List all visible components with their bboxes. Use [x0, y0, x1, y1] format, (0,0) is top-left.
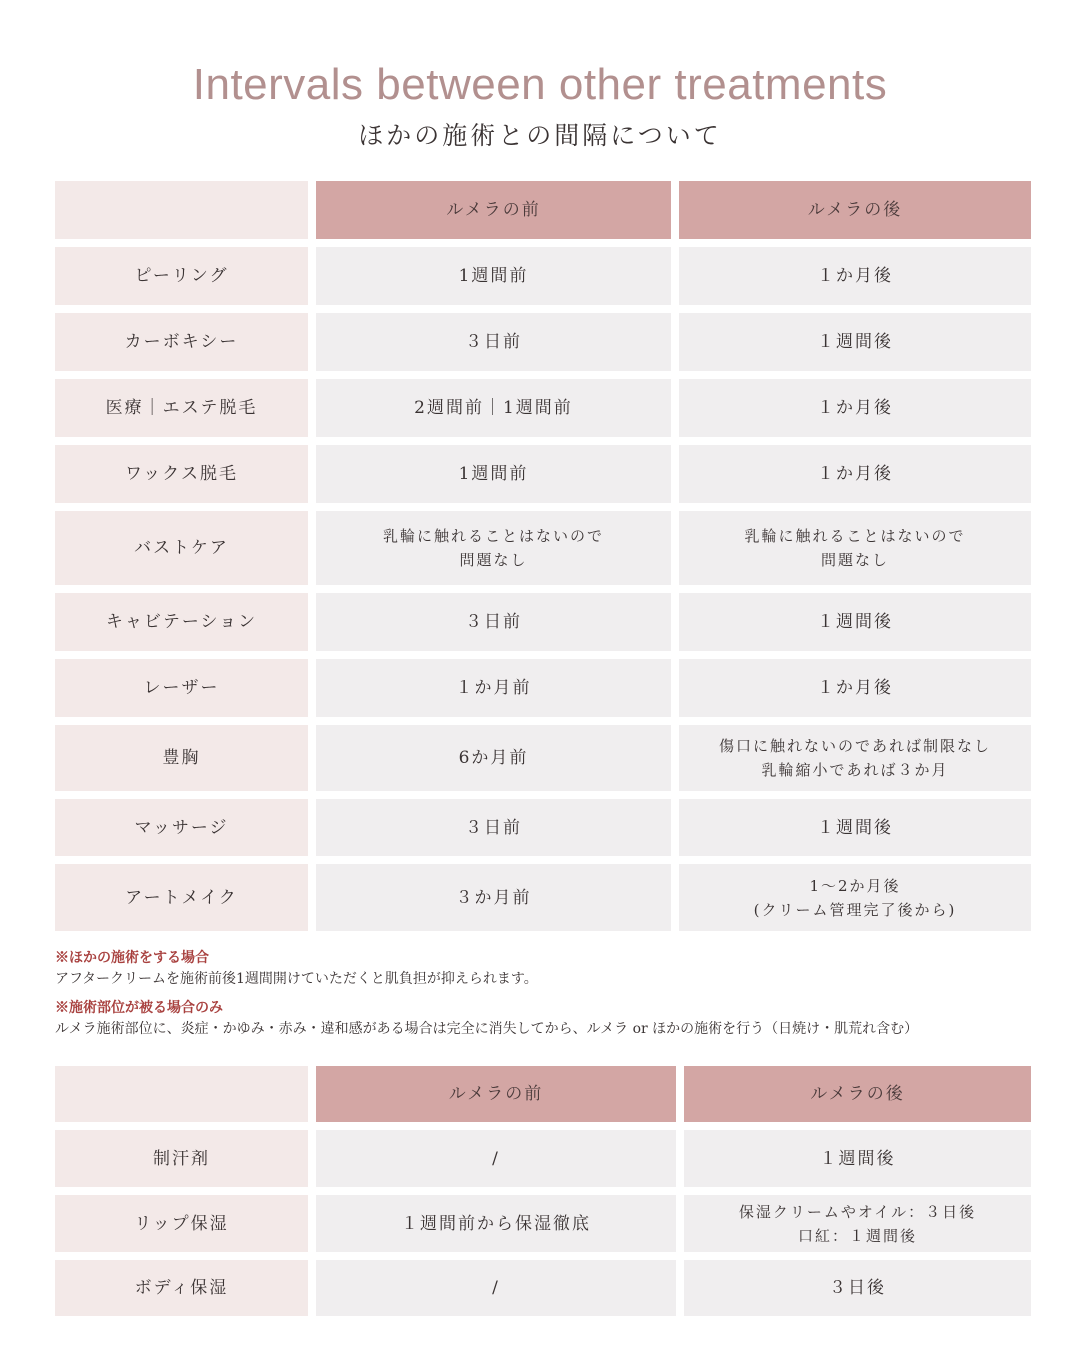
table-row [55, 247, 1031, 305]
before-cell: / [316, 1260, 676, 1316]
row-label: キャビテーション [55, 593, 308, 651]
after-cell: １か月後 [679, 247, 1031, 305]
table-row [55, 659, 1031, 717]
table-row [55, 511, 1031, 585]
table-row [55, 864, 1031, 931]
after-cell: ３日後 [684, 1260, 1031, 1316]
table-row [55, 445, 1031, 503]
notes [55, 948, 1045, 1048]
after-cell: 保湿クリームやオイル：３日後 口紅：１週間後 [684, 1195, 1031, 1252]
row-label: ワックス脱毛 [55, 445, 308, 503]
before-cell: ３日前 [316, 799, 671, 856]
after-cell: 1〜2か月後 (クリーム管理完了後から) [679, 864, 1031, 931]
table-row [55, 1260, 1031, 1316]
page-title-english: Intervals between other treatments [192, 60, 888, 109]
before-cell: ３日前 [316, 593, 671, 651]
table-header-row [55, 1066, 1031, 1122]
after-cell: １週間後 [684, 1130, 1031, 1187]
row-label: ボディ保湿 [55, 1260, 308, 1316]
header-before: ルメラの前 [316, 181, 671, 239]
before-cell: １か月前 [316, 659, 671, 717]
before-cell: 1週間前 [316, 445, 671, 503]
after-cell: １週間後 [679, 593, 1031, 651]
after-cell: １か月後 [679, 379, 1031, 437]
before-cell: 1週間前 [316, 247, 671, 305]
header-after: ルメラの後 [684, 1066, 1031, 1122]
table-header-row [55, 181, 1031, 239]
row-label: カーボキシー [55, 313, 308, 371]
table-row [55, 379, 1031, 437]
care-interval-table [55, 1066, 1031, 1324]
after-cell: １か月後 [679, 445, 1031, 503]
header-blank [55, 1066, 308, 1122]
row-label: 制汗剤 [55, 1130, 308, 1187]
note-body: アフタークリームを施術前後1週間開けていただくと肌負担が抑えられます。 [55, 971, 538, 987]
after-cell: 乳輪に触れることはないので 問題なし [679, 511, 1031, 585]
header-before: ルメラの前 [316, 1066, 676, 1122]
after-cell: 傷口に触れないのであれば制限なし 乳輪縮小であれば３か月 [679, 725, 1031, 791]
before-cell: ３日前 [316, 313, 671, 371]
after-cell: １か月後 [679, 659, 1031, 717]
after-cell: １週間後 [679, 313, 1031, 371]
table-row [55, 313, 1031, 371]
table-row [55, 725, 1031, 791]
row-label: レーザー [55, 659, 308, 717]
table-row [55, 799, 1031, 856]
treatment-interval-table [55, 181, 1031, 939]
header-blank [55, 181, 308, 239]
before-cell: / [316, 1130, 676, 1187]
row-label: アートメイク [55, 864, 308, 931]
row-label: リップ保湿 [55, 1195, 308, 1252]
header-after: ルメラの後 [679, 181, 1031, 239]
note-heading: ※施術部位が被る場合のみ [55, 1000, 223, 1016]
row-label: 豊胸 [55, 725, 308, 791]
before-cell: 2週間前｜1週間前 [316, 379, 671, 437]
note-body: ルメラ施術部位に、炎症・かゆみ・赤み・違和感がある場合は完全に消失してから、ルメラ or ほかの施術を行う（日焼け・肌荒れ含む） [55, 1021, 919, 1037]
row-label: マッサージ [55, 799, 308, 856]
table-row [55, 1195, 1031, 1252]
before-cell: ３か月前 [316, 864, 671, 931]
page-title-japanese: ほかの施術との間隔について [358, 121, 722, 150]
row-label: 医療｜エステ脱毛 [55, 379, 308, 437]
after-cell: １週間後 [679, 799, 1031, 856]
row-label: バストケア [55, 511, 308, 585]
before-cell: 乳輪に触れることはないので 問題なし [316, 511, 671, 585]
table-row [55, 1130, 1031, 1187]
before-cell: 6か月前 [316, 725, 671, 791]
note-heading: ※ほかの施術をする場合 [55, 950, 209, 966]
before-cell: １週間前から保湿徹底 [316, 1195, 676, 1252]
table-row [55, 593, 1031, 651]
row-label: ピーリング [55, 247, 308, 305]
